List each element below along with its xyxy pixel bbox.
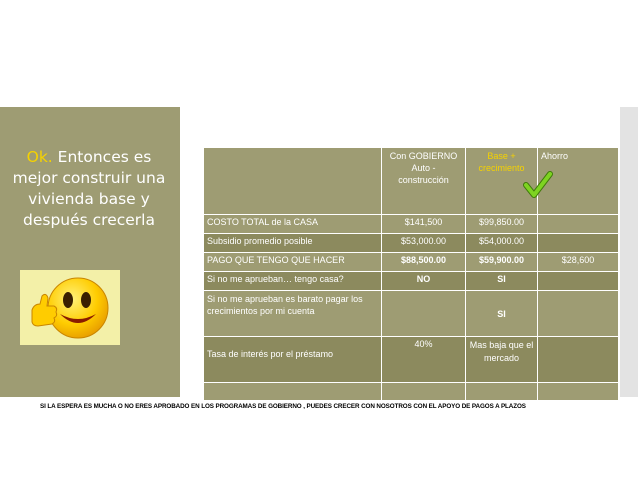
table-cell: $141,500 [382, 215, 466, 234]
table-row [204, 383, 619, 401]
thumbs-up-smiley-icon [20, 270, 120, 345]
header-cell: Ahorro [538, 148, 619, 215]
table-row [204, 291, 619, 337]
table-cell: PAGO QUE TENGO QUE HACER [204, 253, 382, 272]
scroll-strip [620, 107, 638, 397]
comparison-table [203, 147, 618, 401]
header-cell [204, 148, 382, 215]
table-cell [538, 215, 619, 234]
left-panel [0, 107, 180, 397]
table-cell: $54,000.00 [466, 234, 538, 253]
headline-text: Entonces es mejor construir una vivienda base y después crecerla [12, 148, 166, 229]
table-cell: $53,000.00 [382, 234, 466, 253]
table-cell: Si no me aprueban… tengo casa? [204, 272, 382, 291]
table-cell [538, 272, 619, 291]
table-cell: 40% [382, 337, 466, 383]
table-cell: NO [382, 272, 466, 291]
table-cell [204, 383, 382, 401]
table-cell: $59,900.00 [466, 253, 538, 272]
table-row [204, 337, 619, 383]
table-cell [538, 291, 619, 337]
header-cell: Base + crecimiento [466, 148, 538, 215]
table-row [204, 253, 619, 272]
header-cell: Con GOBIERNO Auto - construcción [382, 148, 466, 215]
table-cell [538, 337, 619, 383]
table-cell: $99,850.00 [466, 215, 538, 234]
table-row [204, 234, 619, 253]
table-row [204, 272, 619, 291]
table-cell: COSTO TOTAL de la CASA [204, 215, 382, 234]
table-row [204, 215, 619, 234]
table-cell: Si no me aprueban es barato pagar los crecimientos por mi cuenta [204, 291, 382, 337]
table-cell: $88,500.00 [382, 253, 466, 272]
table-cell [382, 291, 466, 337]
headline [4, 147, 174, 231]
table-cell: Subsidio promedio posible [204, 234, 382, 253]
table-cell: SI [466, 291, 538, 337]
table-cell: $28,600 [538, 253, 619, 272]
table-cell [382, 383, 466, 401]
table-cell: Mas baja que el mercado [466, 337, 538, 383]
table-cell: SI [466, 272, 538, 291]
check-mark-icon [523, 170, 553, 200]
footer-note: SI LA ESPERA ES MUCHA O NO ERES APROBADO EN LOS PROGRAMAS DE GOBIERNO , PUEDES CRECER CON NOSOTROS CON EL APOYO DE PAGOS A PLAZOS [40, 403, 526, 410]
table-cell: Tasa de interés por el préstamo [204, 337, 382, 383]
table-cell [538, 234, 619, 253]
headline-ok: Ok. [26, 148, 53, 166]
table-header-row [204, 148, 619, 215]
table-cell [538, 383, 619, 401]
table-cell [466, 383, 538, 401]
